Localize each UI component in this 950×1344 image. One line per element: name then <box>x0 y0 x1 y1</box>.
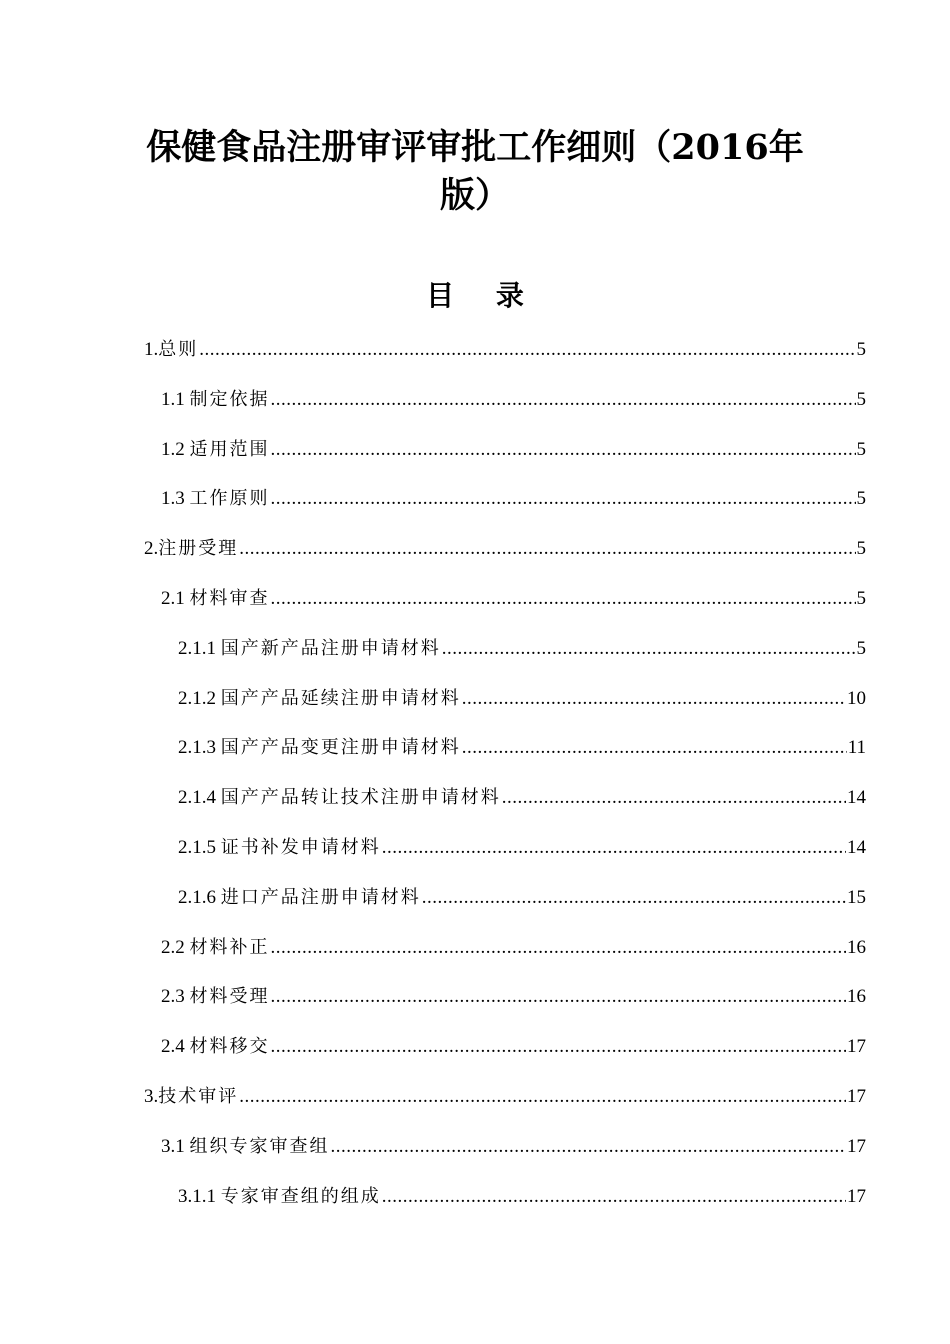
toc-dot-leader <box>199 330 855 370</box>
toc-dot-leader <box>271 928 847 968</box>
toc-entry-number: 1. <box>144 339 159 360</box>
toc-page-number: 10 <box>847 687 866 709</box>
toc-page-number: 14 <box>847 837 866 858</box>
toc-entry-text: 证书补发申请材料 <box>220 837 381 858</box>
toc-entry-label <box>161 1127 330 1167</box>
toc-entry-label <box>161 1027 270 1067</box>
toc-entry-label <box>144 330 198 370</box>
toc-entry-number: 2.1.3 <box>178 737 221 759</box>
toc-entry-text: 技术审评 <box>158 1086 239 1107</box>
toc-dot-leader <box>462 679 846 719</box>
toc-page-number: 5 <box>856 388 866 410</box>
toc-page-number: 17 <box>847 1036 866 1058</box>
toc-entry-label <box>178 679 461 719</box>
toc-entry-label <box>161 380 270 420</box>
toc-entry-text: 材料审查 <box>189 588 270 609</box>
toc-entry-number: 2.1 <box>161 588 190 609</box>
toc-entry[interactable] <box>144 529 866 569</box>
toc-dot-leader <box>239 1077 846 1117</box>
toc-entry-number: 3.1 <box>161 1135 190 1157</box>
toc-entry-label <box>178 728 461 768</box>
toc-entry-number: 2.1.5 <box>178 837 221 858</box>
toc-entry-number: 2.1.2 <box>178 687 221 709</box>
toc-entry-text: 材料受理 <box>189 986 270 1008</box>
toc-entry-text: 材料补正 <box>189 936 270 958</box>
toc-entry-label <box>144 1077 238 1117</box>
toc-dot-leader <box>382 828 846 868</box>
toc-heading: 目 录 <box>426 279 540 312</box>
toc-entry[interactable] <box>161 1027 866 1067</box>
toc-dot-leader <box>271 479 856 519</box>
toc-entry-label <box>161 977 270 1017</box>
toc-entry-text: 材料移交 <box>189 1036 270 1058</box>
toc-entry-number: 2. <box>144 538 159 560</box>
toc-entry[interactable] <box>178 778 866 818</box>
toc-page-number: 5 <box>856 339 866 360</box>
toc-entry[interactable] <box>144 1077 866 1117</box>
toc-page-number: 5 <box>856 488 866 510</box>
toc-page-number: 17 <box>847 1185 866 1207</box>
toc-entry[interactable] <box>161 1127 866 1167</box>
toc-entry-text: 国产产品变更注册申请材料 <box>220 737 461 759</box>
toc-entry-text: 国产新产品注册申请材料 <box>220 637 441 659</box>
toc-page-number: 5 <box>856 637 866 659</box>
toc-page-number: 5 <box>856 438 866 460</box>
toc-entry[interactable] <box>161 430 866 470</box>
document-title-line1: 保健食品注册审评审批工作细则（2016年 <box>146 127 804 168</box>
toc-entry[interactable] <box>178 629 866 669</box>
toc-entry-number: 1.1 <box>161 388 190 410</box>
toc-entry[interactable] <box>178 679 866 719</box>
toc-entry-text: 适用范围 <box>189 438 270 460</box>
toc-dot-leader <box>271 977 847 1017</box>
toc-entry-label <box>178 1177 381 1217</box>
toc-entry[interactable] <box>178 728 866 768</box>
toc-entry-number: 2.1.1 <box>178 637 221 659</box>
toc-entry-label <box>178 828 381 868</box>
toc-entry-label <box>161 479 270 519</box>
toc-entry-label <box>144 529 238 569</box>
toc-entry-label <box>161 928 270 968</box>
toc-entry-number: 3.1.1 <box>178 1185 221 1207</box>
toc-dot-leader <box>271 430 856 470</box>
toc-entry-label <box>178 778 501 818</box>
toc-page-number: 16 <box>847 986 866 1008</box>
toc-entry-text: 工作原则 <box>189 488 270 510</box>
toc-entry[interactable] <box>144 330 866 370</box>
toc-entry-number: 2.1.6 <box>178 886 221 908</box>
toc-dot-leader <box>271 380 856 420</box>
toc-dot-leader <box>271 579 856 619</box>
toc-page-number: 5 <box>856 588 866 609</box>
toc-entry-number: 2.4 <box>161 1036 190 1058</box>
toc-entry-text: 国产产品延续注册申请材料 <box>220 687 461 709</box>
toc-entry[interactable] <box>178 878 866 918</box>
toc-entry[interactable] <box>161 380 866 420</box>
toc-entry-label <box>161 579 270 619</box>
toc-entry-label <box>161 430 270 470</box>
toc-dot-leader <box>502 778 846 818</box>
toc-dot-leader <box>422 878 846 918</box>
toc-dot-leader <box>331 1127 847 1167</box>
toc-entry-number: 1.2 <box>161 438 190 460</box>
toc-entry-text: 总则 <box>158 339 199 360</box>
toc-entry-text: 制定依据 <box>189 388 270 410</box>
toc-entry[interactable] <box>161 977 866 1017</box>
toc-dot-leader <box>271 1027 847 1067</box>
toc-entry-text: 注册受理 <box>158 538 239 560</box>
toc-dot-leader <box>442 629 856 669</box>
toc-entry-text: 进口产品注册申请材料 <box>220 886 421 908</box>
toc-page-number: 17 <box>847 1135 866 1157</box>
toc-entry[interactable] <box>161 928 866 968</box>
toc-page-number: 14 <box>847 787 866 809</box>
toc-entry[interactable] <box>178 1177 866 1217</box>
toc-entry-label <box>178 878 421 918</box>
toc-page-number: 15 <box>847 886 866 908</box>
toc-page-number: 17 <box>847 1086 866 1107</box>
toc-entry[interactable] <box>161 479 866 519</box>
toc-page-number: 11 <box>847 737 866 759</box>
toc-entry-text: 组织专家审查组 <box>189 1135 330 1157</box>
toc-entry-text: 国产产品转让技术注册申请材料 <box>220 787 501 809</box>
toc-entry-number: 2.2 <box>161 936 190 958</box>
toc-entry-number: 2.3 <box>161 986 190 1008</box>
toc-entry[interactable] <box>178 828 866 868</box>
toc-entry-number: 3. <box>144 1086 159 1107</box>
document-title-line2: 版） <box>439 175 510 216</box>
toc-entry-text: 专家审查组的组成 <box>220 1185 381 1207</box>
toc-entry-number: 2.1.4 <box>178 787 221 809</box>
toc-entry-number: 1.3 <box>161 488 190 510</box>
toc-entry[interactable] <box>161 579 866 619</box>
toc-page-number: 5 <box>856 538 866 560</box>
toc-entry-label <box>178 629 441 669</box>
toc-dot-leader <box>382 1177 846 1217</box>
toc-dot-leader <box>462 728 847 768</box>
toc-dot-leader <box>239 529 855 569</box>
toc-page-number: 16 <box>847 936 866 958</box>
